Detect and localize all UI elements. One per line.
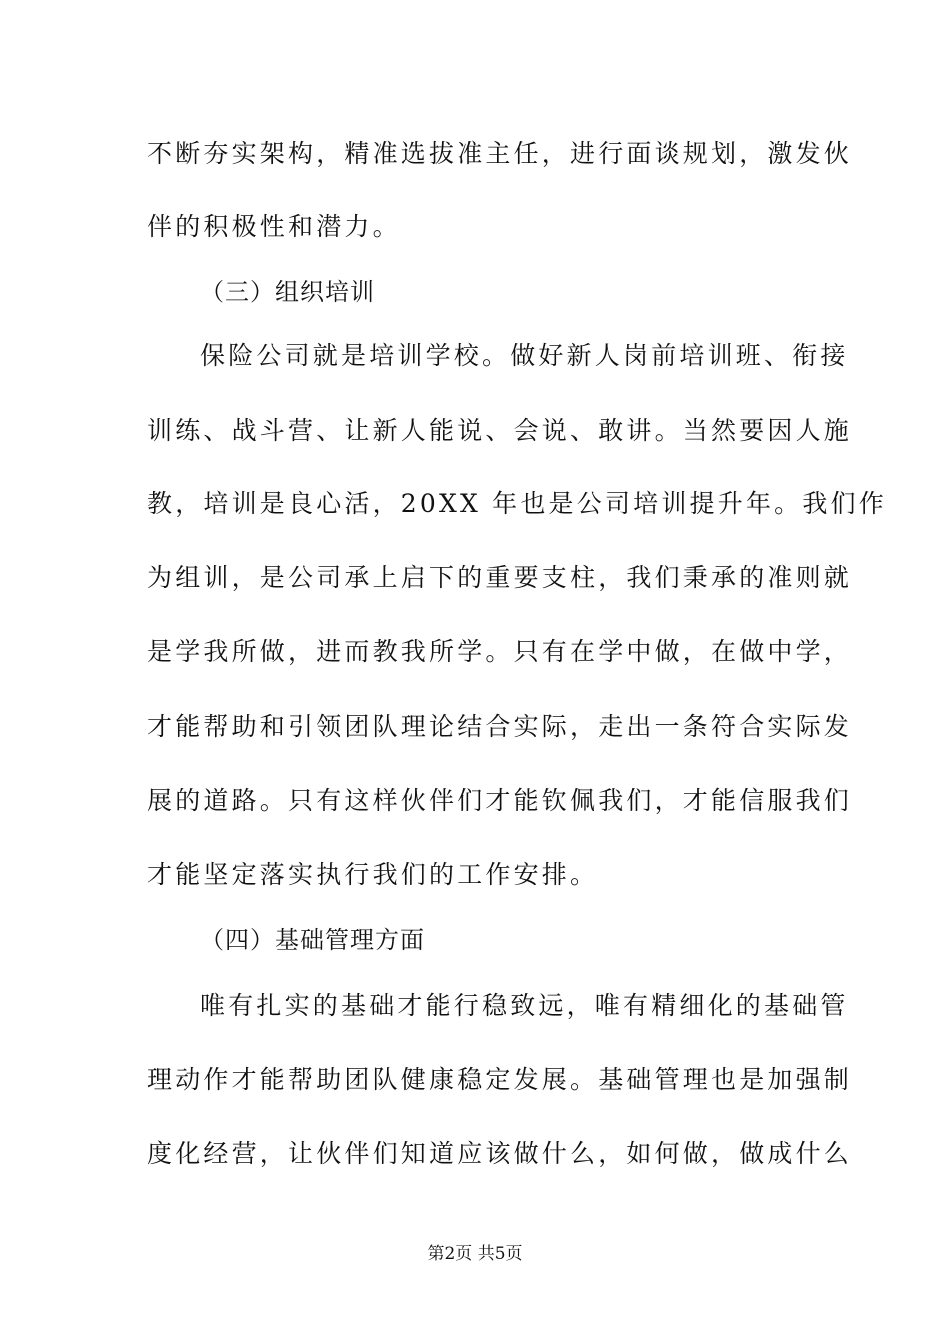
section-heading: （三）组织培训 — [200, 278, 375, 306]
body-line: 度化经营，让伙伴们知道应该做什么，如何做，做成什么 — [147, 1139, 853, 1168]
paragraph-first-line: 保险公司就是培训学校。做好新人岗前培训班、衔接 — [200, 341, 849, 370]
body-line: 才能帮助和引领团队理论结合实际，走出一条符合实际发 — [147, 712, 853, 741]
body-line: 展的道路。只有这样伙伴们才能钦佩我们，才能信服我们 — [147, 786, 853, 815]
body-line: 理动作才能帮助团队健康稳定发展。基础管理也是加强制 — [147, 1065, 853, 1094]
paragraph-first-line: 唯有扎实的基础才能行稳致远，唯有精细化的基础管 — [200, 991, 849, 1020]
body-line: 教，培训是良心活，20XX 年也是公司培训提升年。我们作 — [147, 489, 887, 518]
page-footer: 第2页 共5页 — [427, 1244, 523, 1264]
body-line: 伴的积极性和潜力。 — [147, 212, 401, 241]
body-line: 才能坚定落实执行我们的工作安排。 — [147, 860, 599, 889]
body-line: 为组训，是公司承上启下的重要支柱，我们秉承的准则就 — [147, 563, 853, 592]
body-line: 不断夯实架构，精准选拔准主任，进行面谈规划，激发伙 — [147, 139, 853, 168]
body-line: 是学我所做，进而教我所学。只有在学中做，在做中学， — [147, 637, 853, 666]
section-heading: （四）基础管理方面 — [200, 926, 425, 954]
body-line: 训练、战斗营、让新人能说、会说、敢讲。当然要因人施 — [147, 416, 853, 445]
